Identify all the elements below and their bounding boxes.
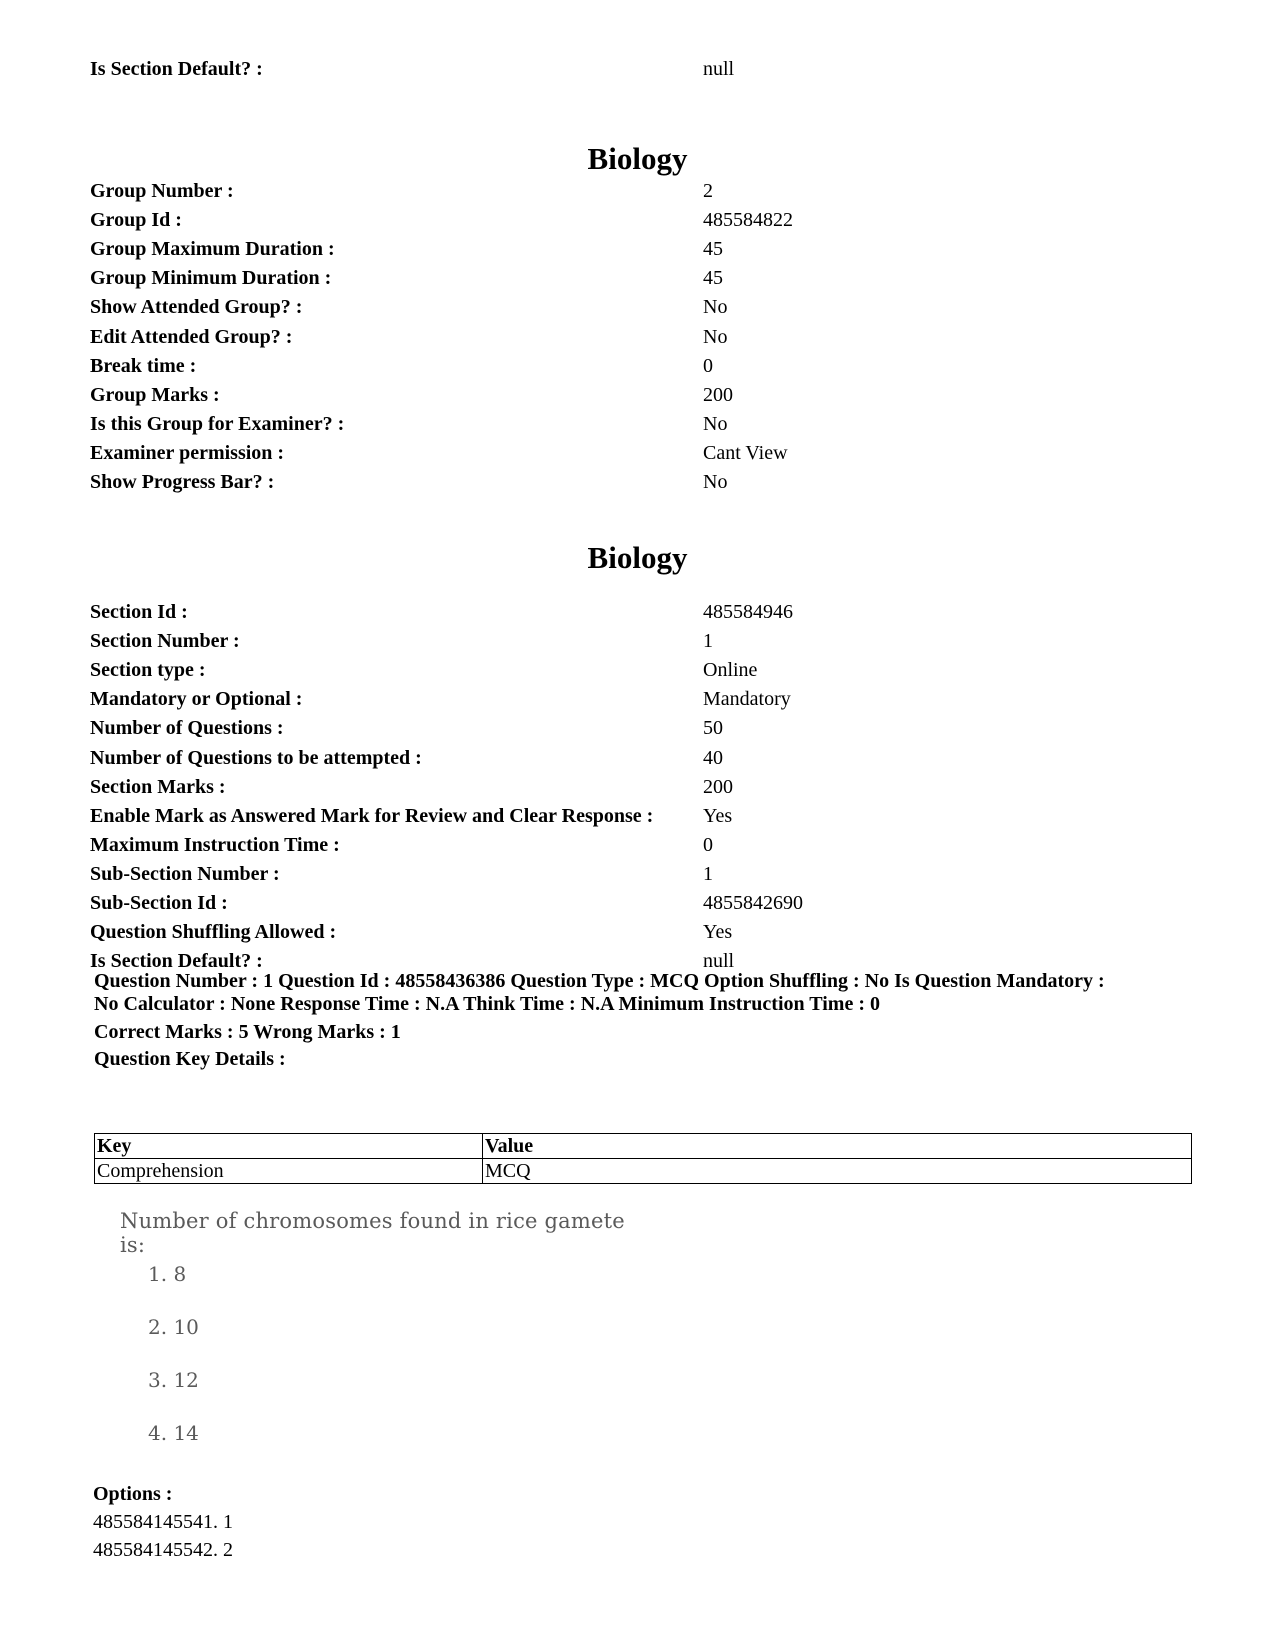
field-value: 1 bbox=[703, 630, 713, 653]
field-label: Section type : bbox=[90, 659, 206, 682]
field-value: 40 bbox=[703, 746, 723, 769]
group-row bbox=[90, 323, 1190, 352]
section-row bbox=[90, 685, 1190, 714]
question-image bbox=[118, 1203, 638, 1473]
table-header-key: Key bbox=[95, 1134, 483, 1159]
question-meta-line-2: No Calculator : None Response Time : N.A Think Time : N.A Minimum Instruction Time : 0 bbox=[94, 993, 880, 1015]
field-value: 1 bbox=[703, 862, 713, 885]
field-label: Group Id : bbox=[90, 209, 182, 232]
group-row bbox=[90, 352, 1190, 381]
section-row bbox=[90, 889, 1190, 918]
section-row bbox=[90, 656, 1190, 685]
group-heading: Biology bbox=[587, 141, 688, 176]
group-row bbox=[90, 206, 1190, 235]
field-label: Group Number : bbox=[90, 180, 234, 202]
table-cell-value: MCQ bbox=[483, 1159, 1192, 1184]
field-value: Online bbox=[703, 659, 758, 682]
field-value: No bbox=[703, 325, 728, 348]
field-label: Is this Group for Examiner? : bbox=[90, 412, 345, 435]
group-row bbox=[90, 264, 1190, 293]
field-value: Mandatory bbox=[703, 688, 791, 711]
choice-3: 3. 12 bbox=[148, 1368, 199, 1392]
field-value: 45 bbox=[703, 238, 723, 261]
field-label: Group Minimum Duration : bbox=[90, 267, 332, 290]
question-marks: Correct Marks : 5 Wrong Marks : 1 bbox=[94, 1021, 401, 1043]
section-heading: Biology bbox=[587, 540, 688, 575]
table-cell-key: Comprehension bbox=[95, 1159, 483, 1184]
field-value: 50 bbox=[703, 717, 723, 740]
field-label: Is Section Default? : bbox=[90, 950, 263, 973]
section-row bbox=[90, 802, 1190, 831]
group-row bbox=[90, 177, 1190, 206]
choice-1: 1. 8 bbox=[148, 1262, 187, 1286]
group-row bbox=[90, 439, 1190, 468]
field-label: Section Id : bbox=[90, 601, 188, 623]
field-label: Break time : bbox=[90, 354, 197, 377]
field-value: No bbox=[703, 296, 728, 319]
section-row bbox=[90, 918, 1190, 947]
field-value: 0 bbox=[703, 833, 713, 856]
field-label: Number of Questions to be attempted : bbox=[90, 746, 422, 769]
question-stem: Number of chromosomes found in rice gamete is: bbox=[120, 1209, 625, 1257]
field-label: Enable Mark as Answered Mark for Review and Clear Response : bbox=[90, 804, 654, 827]
section-row bbox=[90, 773, 1190, 802]
field-value: Cant View bbox=[703, 441, 788, 464]
group-row bbox=[90, 468, 1190, 497]
field-value: Yes bbox=[703, 921, 733, 944]
field-label: Mandatory or Optional : bbox=[90, 688, 303, 711]
field-value: 4855842690 bbox=[703, 892, 803, 914]
group-row bbox=[90, 381, 1190, 410]
field-label: Group Marks : bbox=[90, 383, 220, 406]
field-label: Edit Attended Group? : bbox=[90, 325, 293, 348]
field-value: 45 bbox=[703, 267, 723, 290]
field-label: Section Number : bbox=[90, 630, 240, 653]
field-value: No bbox=[703, 412, 728, 435]
field-label: Group Maximum Duration : bbox=[90, 238, 335, 261]
field-label: Maximum Instruction Time : bbox=[90, 833, 340, 856]
option-id-1: 485584145541. 1 bbox=[93, 1511, 233, 1533]
choice-2: 2. 10 bbox=[148, 1315, 199, 1339]
field-label: Is Section Default? : bbox=[90, 58, 263, 80]
field-value: 2 bbox=[703, 180, 713, 202]
field-value: 0 bbox=[703, 354, 713, 377]
field-value: 485584946 bbox=[703, 601, 793, 623]
options-label: Options : bbox=[93, 1483, 173, 1505]
option-id-2: 485584145542. 2 bbox=[93, 1539, 233, 1561]
field-value: Yes bbox=[703, 804, 733, 827]
section-row bbox=[90, 598, 1190, 627]
field-label: Show Attended Group? : bbox=[90, 296, 303, 319]
section-row bbox=[90, 714, 1190, 743]
field-value: 200 bbox=[703, 383, 733, 406]
question-key-table bbox=[94, 1133, 1192, 1184]
question-key-details-label: Question Key Details : bbox=[94, 1048, 286, 1070]
field-label: Examiner permission : bbox=[90, 441, 285, 464]
section-row bbox=[90, 860, 1190, 889]
section-row bbox=[90, 744, 1190, 773]
field-label: Show Progress Bar? : bbox=[90, 471, 275, 493]
section-row bbox=[90, 831, 1190, 860]
field-value: No bbox=[703, 471, 728, 493]
group-row bbox=[90, 235, 1190, 264]
table-row bbox=[95, 1159, 1192, 1184]
group-row bbox=[90, 410, 1190, 439]
field-label: Question Shuffling Allowed : bbox=[90, 921, 337, 944]
question-meta-line-1: Question Number : 1 Question Id : 48558436386 Question Type : MCQ Option Shuffling : No Is Question Mandatory : bbox=[94, 970, 1105, 992]
field-value: null bbox=[703, 950, 735, 973]
field-label: Number of Questions : bbox=[90, 717, 284, 740]
section-row bbox=[90, 627, 1190, 656]
table-header-value: Value bbox=[483, 1134, 1192, 1159]
section-default-row bbox=[90, 55, 1190, 84]
field-value: 200 bbox=[703, 775, 733, 798]
field-label: Sub-Section Id : bbox=[90, 892, 228, 914]
group-row bbox=[90, 293, 1190, 322]
field-value: null bbox=[703, 58, 735, 80]
field-label: Sub-Section Number : bbox=[90, 862, 280, 885]
field-value: 485584822 bbox=[703, 209, 793, 232]
field-label: Section Marks : bbox=[90, 775, 226, 798]
choice-4: 4. 14 bbox=[148, 1421, 199, 1445]
table-header-row bbox=[95, 1134, 1192, 1159]
